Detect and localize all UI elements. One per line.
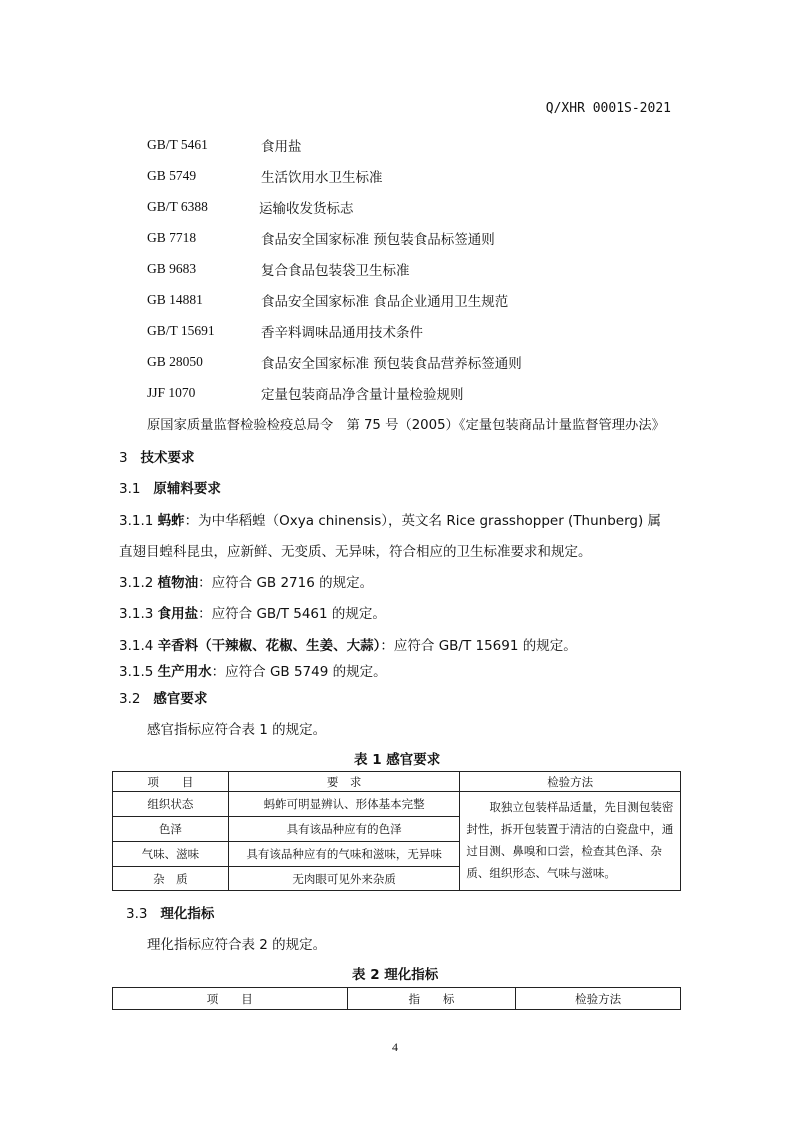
table-header: 项 目 [113, 988, 348, 1010]
reference-code: GB/T 5461 [147, 137, 208, 152]
table-header-row [113, 772, 681, 792]
reference-name: 生活饮用水卫生标准 [261, 170, 383, 186]
section-3-2-heading [119, 687, 207, 707]
reference-name: 香辛料调味品通用技术条件 [261, 325, 423, 341]
reference-name: 运输收发货标志 [259, 201, 354, 217]
reference-name: 食品安全国家标准 预包装食品标签通则 [261, 232, 495, 248]
reference-code: GB 28050 [147, 354, 203, 369]
section-title: 感官要求 [153, 691, 208, 707]
table-cell-item: 色泽 [113, 817, 229, 842]
sensory-requirements-table [112, 771, 681, 891]
table-1-intro: 感官指标应符合表 1 的规定。 [147, 722, 327, 738]
reference-code: GB 14881 [147, 292, 203, 307]
table-header: 检验方法 [460, 772, 681, 792]
table-2-caption: 表 2 理化指标 [352, 967, 439, 983]
clause-3-1-1 [119, 509, 661, 529]
section-title: 技术要求 [140, 450, 195, 466]
reference-name: 食用盐 [261, 139, 302, 155]
section-number: 3 [119, 450, 128, 466]
table-cell-requirement: 无肉眼可见外来杂质 [228, 867, 460, 891]
section-number: 3.1 [119, 481, 141, 497]
clause-3-1-2 [119, 571, 373, 591]
table-cell-requirement: 蚂蚱可明显辨认、形体基本完整 [228, 792, 460, 817]
table-cell-item: 组织状态 [113, 792, 229, 817]
table-cell-item: 气味、滋味 [113, 842, 229, 867]
table-cell-item: 杂 质 [113, 867, 229, 891]
reference-code: GB/T 15691 [147, 323, 215, 338]
reference-code: JJF 1070 [147, 385, 196, 400]
reference-name: 定量包装商品净含量计量检验规则 [261, 387, 464, 403]
clause-label: 植物油 [157, 575, 199, 591]
clause-label: 食用盐 [157, 606, 199, 622]
page-number: 4 [392, 1040, 398, 1054]
section-3-heading [119, 446, 194, 466]
clause-3-1-3 [119, 602, 386, 622]
table-1-caption: 表 1 感官要求 [354, 752, 441, 768]
clause-text: ：应符合 GB/T 15691 的规定。 [380, 638, 577, 654]
table-header: 项 目 [113, 772, 229, 792]
clause-number: 3.1.4 [119, 638, 154, 654]
reference-code: GB 9683 [147, 261, 197, 276]
clause-text: ：应符合 GB/T 5461 的规定。 [198, 606, 386, 622]
clause-label: 辛香料（干辣椒、花椒、生姜、大蒜） [157, 638, 381, 654]
section-number: 3.2 [119, 691, 141, 707]
clause-number: 3.1.5 [119, 664, 154, 680]
table-cell-requirement: 具有该品种应有的气味和滋味，无异味 [228, 842, 460, 867]
reference-code: GB 7718 [147, 230, 197, 245]
clause-3-1-4 [119, 634, 577, 654]
clause-3-1-1-continued: 直翅目蝗科昆虫，应新鲜、无变质、无异味，符合相应的卫生标准要求和规定。 [119, 544, 592, 560]
reference-name: 食品安全国家标准 预包装食品营养标签通则 [261, 356, 522, 372]
section-3-3-heading [126, 902, 214, 922]
decree-reference: 原国家质量监督检验检疫总局令 第 75 号（2005）《定量包装商品计量监督管理办法》 [147, 418, 665, 433]
clause-3-1-5 [119, 660, 387, 680]
table-header: 要 求 [228, 772, 460, 792]
physicochemical-indicators-table [112, 987, 681, 1010]
table-cell-method: 取独立包装样品适量，先目测包装密封性，拆开包装置于清洁的白瓷盘中，通过目测、鼻嗅和口尝，检查其色泽、杂质、组织形态、气味与滋味。 [460, 792, 681, 891]
reference-code: GB/T 6388 [147, 199, 208, 214]
table-header: 指 标 [347, 988, 516, 1010]
table-header: 检验方法 [516, 988, 681, 1010]
reference-name: 食品安全国家标准 食品企业通用卫生规范 [261, 294, 509, 310]
clause-number: 3.1.3 [119, 606, 154, 622]
clause-text: ：应符合 GB 5749 的规定。 [211, 664, 387, 680]
clause-label: 生产用水 [157, 664, 212, 680]
table-cell-requirement: 具有该品种应有的色泽 [228, 817, 460, 842]
reference-code: GB 5749 [147, 168, 197, 183]
section-title: 原辅料要求 [153, 481, 221, 497]
document-id: Q/XHR 0001S-2021 [545, 101, 671, 116]
clause-text: ：应符合 GB 2716 的规定。 [198, 575, 374, 591]
reference-name: 复合食品包装袋卫生标准 [261, 263, 410, 279]
section-3-1-heading [119, 477, 221, 497]
section-number: 3.3 [126, 906, 148, 922]
table-row [113, 792, 681, 817]
clause-label: 蚂蚱 [157, 513, 185, 529]
clause-text: ：为中华稻蝗（Oxya chinensis），英文名 Rice grasshopper (Thunberg) 属 [184, 513, 662, 529]
section-title: 理化指标 [160, 906, 215, 922]
clause-number: 3.1.1 [119, 513, 154, 529]
table-header-row [113, 988, 681, 1010]
clause-number: 3.1.2 [119, 575, 154, 591]
table-2-intro: 理化指标应符合表 2 的规定。 [147, 937, 327, 953]
